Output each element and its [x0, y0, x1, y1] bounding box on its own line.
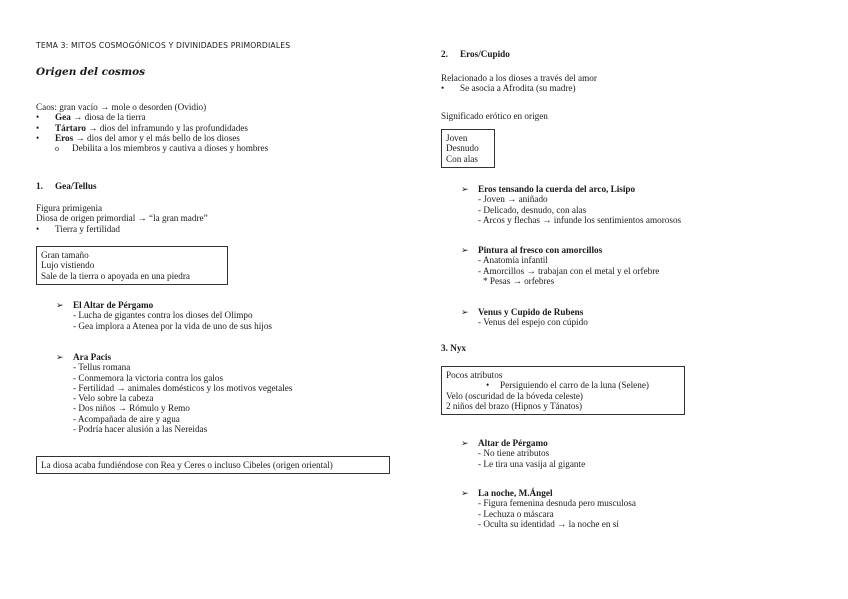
section3-heading: 3. Nyx [441, 343, 467, 353]
box-line: Joven [446, 133, 468, 143]
gea-line: Diosa de origen primordial → “la gran madre” [36, 213, 208, 224]
list-item: - Conmemora la victoria contra los galos [73, 372, 224, 383]
pergamo-heading: ➢ El Altar de Pérgamo [56, 300, 272, 310]
altar-block [461, 438, 585, 469]
list-item: - Lechuza o máscara [478, 508, 554, 519]
list-item: - Anatomía infantil [478, 255, 548, 266]
list-item: - No tiene atributos [478, 448, 550, 459]
list-item: - Fertilidad → animales domésticos y los motivos vegetales [73, 382, 293, 393]
eros-line: Relacionado a los dioses a través del amor [441, 73, 597, 83]
significado-line: Significado erótico en origen [441, 111, 548, 121]
list-item: - Delicado, desnudo, con alas [478, 204, 587, 215]
box-line: Lujo vistiendo [41, 260, 95, 271]
section2-heading: 2. Eros/Cupido [441, 49, 510, 59]
gea-attributes-box [36, 246, 228, 285]
gea-bullet: • Tierra y fertilidad [36, 224, 208, 234]
fresco-heading: ➢ Pintura al fresco con amorcillos [461, 245, 659, 255]
list-item: - Le tira una vasija al gigante [478, 458, 586, 469]
bullet-tartaro: • Tártaro → dios del inframundo y las profundidades [36, 123, 268, 133]
list-item: - Venus del espejo con cúpido [478, 317, 588, 328]
list-item: - Lucha de gigantes contra los dioses del Olimpo [73, 310, 253, 321]
list-item: - Dos niños → Rómulo y Remo [73, 403, 190, 414]
lisipo-heading: ➢ Eros tensando la cuerda del arco, Lisipo [461, 184, 681, 194]
pergamo-block [56, 300, 272, 331]
lisipo-block [461, 184, 681, 225]
eros-bullet: • Se asocia a Afrodita (su madre) [441, 83, 597, 93]
final-note: La diosa acaba fundiéndose con Rea y Ceres o incluso Cibeles (origen oriental) [41, 460, 333, 470]
final-note-box [36, 456, 390, 474]
nyx-attributes-box [441, 366, 685, 415]
rubens-block [461, 307, 588, 328]
fresco-block [461, 245, 659, 286]
ara-pacis-block [56, 352, 292, 434]
altar-heading: ➢ Altar de Pérgamo [461, 438, 585, 448]
eros-sub-item: o Debilita a los miembros y cautiva a dioses y hombres [36, 143, 268, 154]
bullet-eros: • Eros → dios del amor y el más bello de los dioses [36, 133, 268, 143]
list-item: - Velo sobre la cabeza [73, 393, 154, 404]
box-line: Gran tamaño [41, 250, 89, 260]
list-item: - Amorcillos → trabajan con el metal y el orfebre [478, 265, 660, 276]
box-line: 2 niños del brazo (Hipnos y Tánatos) [446, 400, 583, 411]
eros-block [441, 73, 597, 94]
list-item: - Joven → aniñado [478, 194, 548, 205]
rubens-heading: ➢ Venus y Cupido de Rubens [461, 307, 588, 317]
caos-line: Caos: gran vacío → mole o desorden (Ovidio) [36, 102, 207, 112]
box-line: Desnudo [446, 143, 479, 154]
list-item: - Oculta su identidad → la noche en sí [478, 518, 619, 529]
ara-pacis-heading: ➢ Ara Pacis [56, 352, 292, 362]
origin-title: Origen del cosmos [36, 66, 145, 78]
box-line: Velo (oscuridad de la bóveda celeste) [446, 390, 583, 401]
section1-heading: 1. Gea/Tellus [36, 181, 97, 191]
list-item: * Pesas → orfebres [483, 275, 555, 286]
list-item: - Gea implora a Atenea por la vida de uno de sus hijos [73, 320, 273, 331]
box-bullet: • Persiguiendo el carro de la luna (Selene) [486, 380, 649, 391]
bullet-gea: • Gea → diosa de la tierra [36, 112, 268, 122]
box-line: Con alas [446, 153, 478, 164]
gea-block [36, 203, 208, 234]
list-item: - Arcos y flechas → infunde los sentimientos amorosos [478, 214, 682, 225]
list-item: - Acompañada de aire y agua [73, 413, 180, 424]
origin-block [36, 102, 268, 154]
list-item: - Podría hacer alusión a las Nereidas [73, 424, 208, 435]
theme-title: TEMA 3: MITOS COSMOGÓNICOS Y DIVINIDADES PRIMORDIALES [36, 40, 291, 50]
list-item: - Figura femenina desnuda pero musculosa [478, 498, 636, 509]
noche-block [461, 488, 636, 529]
gea-line: Figura primigenia [36, 203, 103, 213]
box-line: Pocos atributos [446, 370, 503, 380]
list-item: - Tellus romana [73, 362, 131, 373]
noche-heading: ➢ La noche, M.Ángel [461, 488, 636, 498]
box-line: Sale de la tierra o apoyada en una piedra [41, 270, 190, 281]
eros-attributes-box [441, 129, 495, 168]
